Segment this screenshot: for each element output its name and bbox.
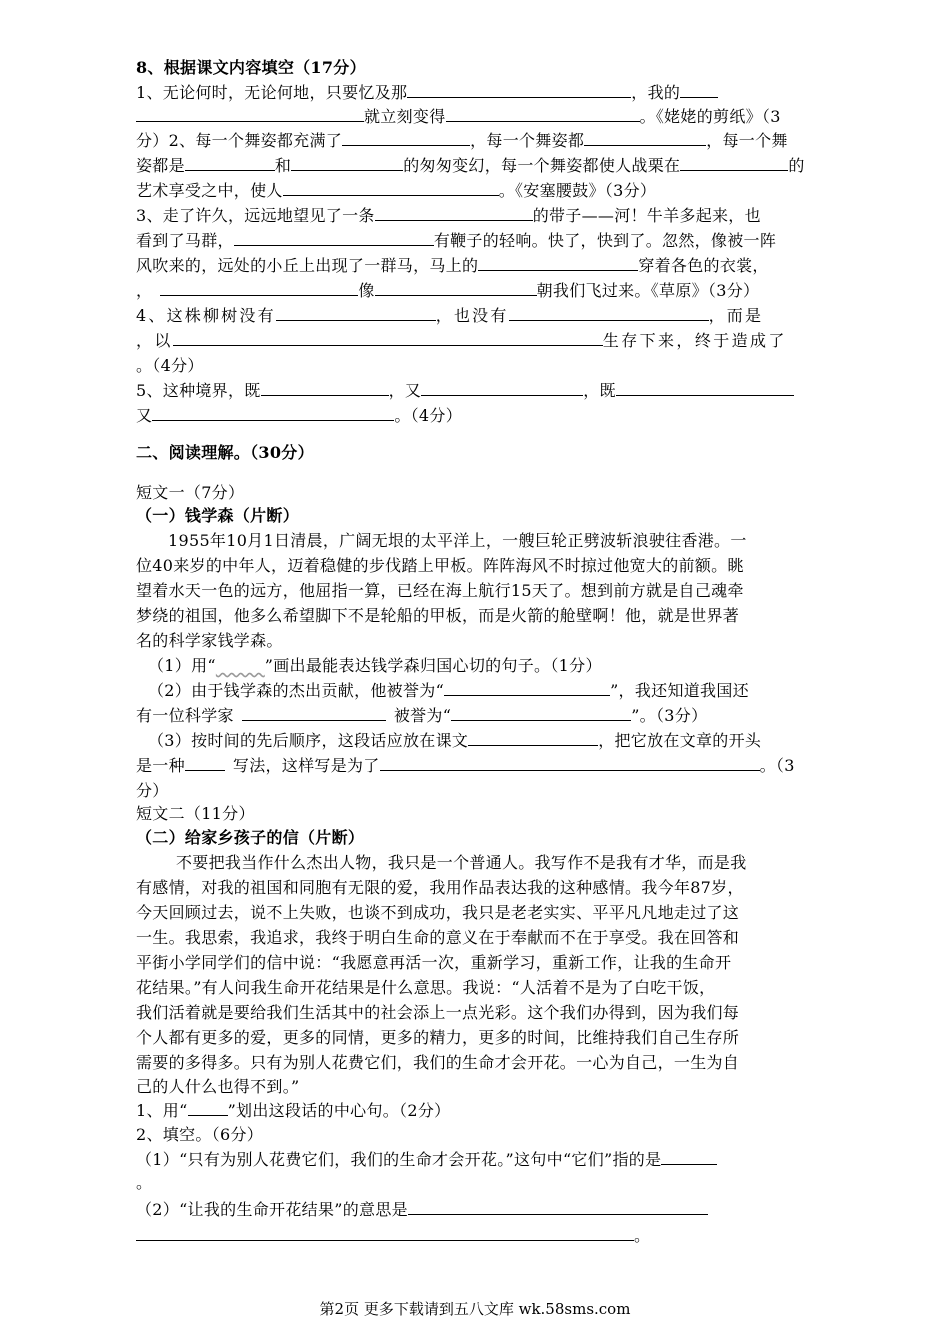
- q3-line1: 3、走了许久，远远地望见了一条 的带子——河！牛羊多起来，也: [136, 206, 761, 225]
- blank[interactable]: [421, 379, 583, 396]
- q1-line1: 1、无论何时，无论何地，只要忆及那 ，我的: [136, 81, 858, 105]
- passage2-line: 需要的多得多。只有为别人花费它们，我们的生命才会开花。一心为自己，一生为自: [136, 1053, 740, 1072]
- blank[interactable]: [451, 704, 631, 721]
- blank[interactable]: [680, 154, 788, 171]
- q3-line3: 风吹来的，远处的小丘上出现了一群马，马上的 穿着各色的衣裳，: [136, 256, 769, 275]
- blank[interactable]: [185, 154, 275, 171]
- q1-line2: 就立刻变得 。《姥姥的剪纸》（3: [136, 105, 858, 129]
- q2-line2: 姿都是 和 的匆匆变幻，每一个舞姿都使人战栗在 的: [136, 156, 805, 175]
- blank[interactable]: [375, 204, 533, 221]
- blank[interactable]: [661, 1148, 717, 1165]
- blank[interactable]: [291, 154, 403, 171]
- blank[interactable]: [234, 229, 434, 246]
- passage1-line: 梦绕的祖国，他多么希望脚下不是轮船的甲板，而是火箭的舱壁啊！他，就是世界著: [136, 606, 740, 625]
- blank[interactable]: [407, 81, 631, 98]
- blank[interactable]: [283, 179, 499, 196]
- blank[interactable]: [136, 105, 364, 122]
- blank[interactable]: [380, 754, 760, 771]
- passage2-line: 不要把我当作什么杰出人物，我只是一个普通人。我写作不是我有才华，而是我: [176, 853, 747, 872]
- page-footer: 第2页 更多下载请到五八文库 wk.58sms.com: [319, 1300, 631, 1318]
- blank[interactable]: [242, 704, 386, 721]
- q3-line2: 看到了马群， 有鞭子的轻响。快了，快到了。忽然，像被一阵: [136, 231, 777, 250]
- p1-q3-line3: 分）: [136, 781, 169, 800]
- passage1-line: 名的科学家钱学森。: [136, 631, 283, 650]
- blank[interactable]: [261, 379, 389, 396]
- p2-q2: 2、填空。（6分）: [136, 1125, 264, 1144]
- passage1-title: （一）钱学森（片断）: [136, 506, 300, 525]
- p1-q3-line1: （3）按时间的先后顺序，这段话应放在课文 ，把它放在文章的开头: [148, 731, 762, 750]
- q5-line2: 又 。（4分）: [136, 406, 462, 425]
- passage2-header: 短文二（11分）: [136, 804, 255, 823]
- p2-q2-2: （2）“让我的生命开花结果”的意思是: [136, 1198, 858, 1222]
- passage2-line: 有感情，对我的祖国和同胞有无限的爱，我用作品表达我的这种感情。我今年87岁，: [136, 878, 744, 897]
- passage1-line: 1955年10月1日清晨，广阔无垠的太平洋上，一艘巨轮正劈波斩浪驶往香港。一: [168, 531, 747, 550]
- p2-q2-1: （1）“只有为别人花费它们，我们的生命才会开花。”这句中“它们”指的是: [136, 1148, 858, 1172]
- wavy-mark: [216, 656, 265, 675]
- q2-line1: 分）2、每一个舞姿都充满了 ，每一个舞姿都 ，每一个舞: [136, 131, 788, 150]
- blank[interactable]: [478, 254, 638, 271]
- passage1-line: 望着水天一色的远方，他屈指一算，已经在海上航行15天了。想到前方就是自己魂牵: [136, 581, 744, 600]
- p1-q1: （1）用“ ”画出最能表达钱学森归国心切的句子。（1分）: [148, 656, 602, 675]
- blank[interactable]: [188, 1099, 228, 1116]
- passage2-line: 一生。我思索，我追求，我终于明白生命的意义在于奉献而不在于享受。我在回答和: [136, 928, 740, 947]
- passage2-line: 平街小学同学们的信中说：“我愿意再活一次，重新学习，重新工作，让我的生命开: [136, 953, 732, 972]
- blank[interactable]: [375, 279, 537, 296]
- blank[interactable]: [136, 1224, 634, 1241]
- p1-q2-line1: （2）由于钱学森的杰出贡献，他被誉为“ ”，我还知道我国还: [148, 681, 749, 700]
- q4-line2: ，以 生存下来，终于造成了: [136, 331, 787, 350]
- passage2-line: 花结果。”有人问我生命开花结果是什么意思。我说：“人活着不是为了白吃干饭，: [136, 978, 716, 997]
- blank[interactable]: [680, 81, 718, 98]
- q3-line4: ， 像 朝我们飞过来。《草原》（3分）: [136, 281, 760, 300]
- section2-title: 二、阅读理解。（30分）: [136, 443, 314, 462]
- blank[interactable]: [160, 279, 358, 296]
- blank[interactable]: [185, 754, 225, 771]
- blank[interactable]: [509, 304, 709, 321]
- blank[interactable]: [616, 379, 794, 396]
- p1-q3-line2: 是一种 写法，这样写是为了 。（3: [136, 756, 795, 775]
- q4-line1: 4、这株柳树没有 ，也没有 ，而是: [136, 306, 764, 325]
- blank[interactable]: [446, 105, 640, 122]
- blank[interactable]: [408, 1198, 708, 1215]
- passage1-header: 短文一（7分）: [136, 483, 245, 502]
- blank[interactable]: [276, 304, 436, 321]
- p2-q2-1-end: 。: [136, 1173, 153, 1192]
- q2-line3: 艺术享受之中，使人 。《安塞腰鼓》（3分）: [136, 181, 657, 200]
- p2-q1: 1、用“ ”划出这段话的中心句。（2分）: [136, 1101, 451, 1120]
- blank[interactable]: [468, 729, 598, 746]
- p2-q2-2-line2: 。: [136, 1224, 858, 1248]
- p1-q2-line2: 有一位科学家 被誉为“ ”。（3分）: [136, 706, 708, 725]
- q5-line1: 5、这种境界，既 ，又 ，既: [136, 379, 858, 403]
- blank[interactable]: [584, 129, 706, 146]
- blank[interactable]: [152, 404, 394, 421]
- passage2-line: 今天回顾过去，说不上失败，也谈不到成功，我只是老老实实、平平凡凡地走过了这: [136, 903, 740, 922]
- passage2-line: 己的人什么也得不到。”: [136, 1077, 300, 1096]
- blank[interactable]: [342, 129, 470, 146]
- blank[interactable]: [444, 679, 610, 696]
- passage2-title: （二）给家乡孩子的信（片断）: [136, 828, 365, 847]
- section8-title: 8、根据课文内容填空（17分）: [136, 58, 366, 77]
- blank[interactable]: [173, 329, 603, 346]
- passage1-line: 位40来岁的中年人，迈着稳健的步伐踏上甲板。阵阵海风不时掠过他宽大的前额。眺: [136, 556, 744, 575]
- passage2-line: 个人都有更多的爱，更多的同情，更多的精力，更多的时间，比维持我们自己生存所: [136, 1028, 740, 1047]
- q4-line3: 。（4分）: [136, 356, 204, 375]
- passage2-line: 我们活着就是要给我们生活其中的社会添上一点光彩。这个我们办得到，因为我们每: [136, 1003, 740, 1022]
